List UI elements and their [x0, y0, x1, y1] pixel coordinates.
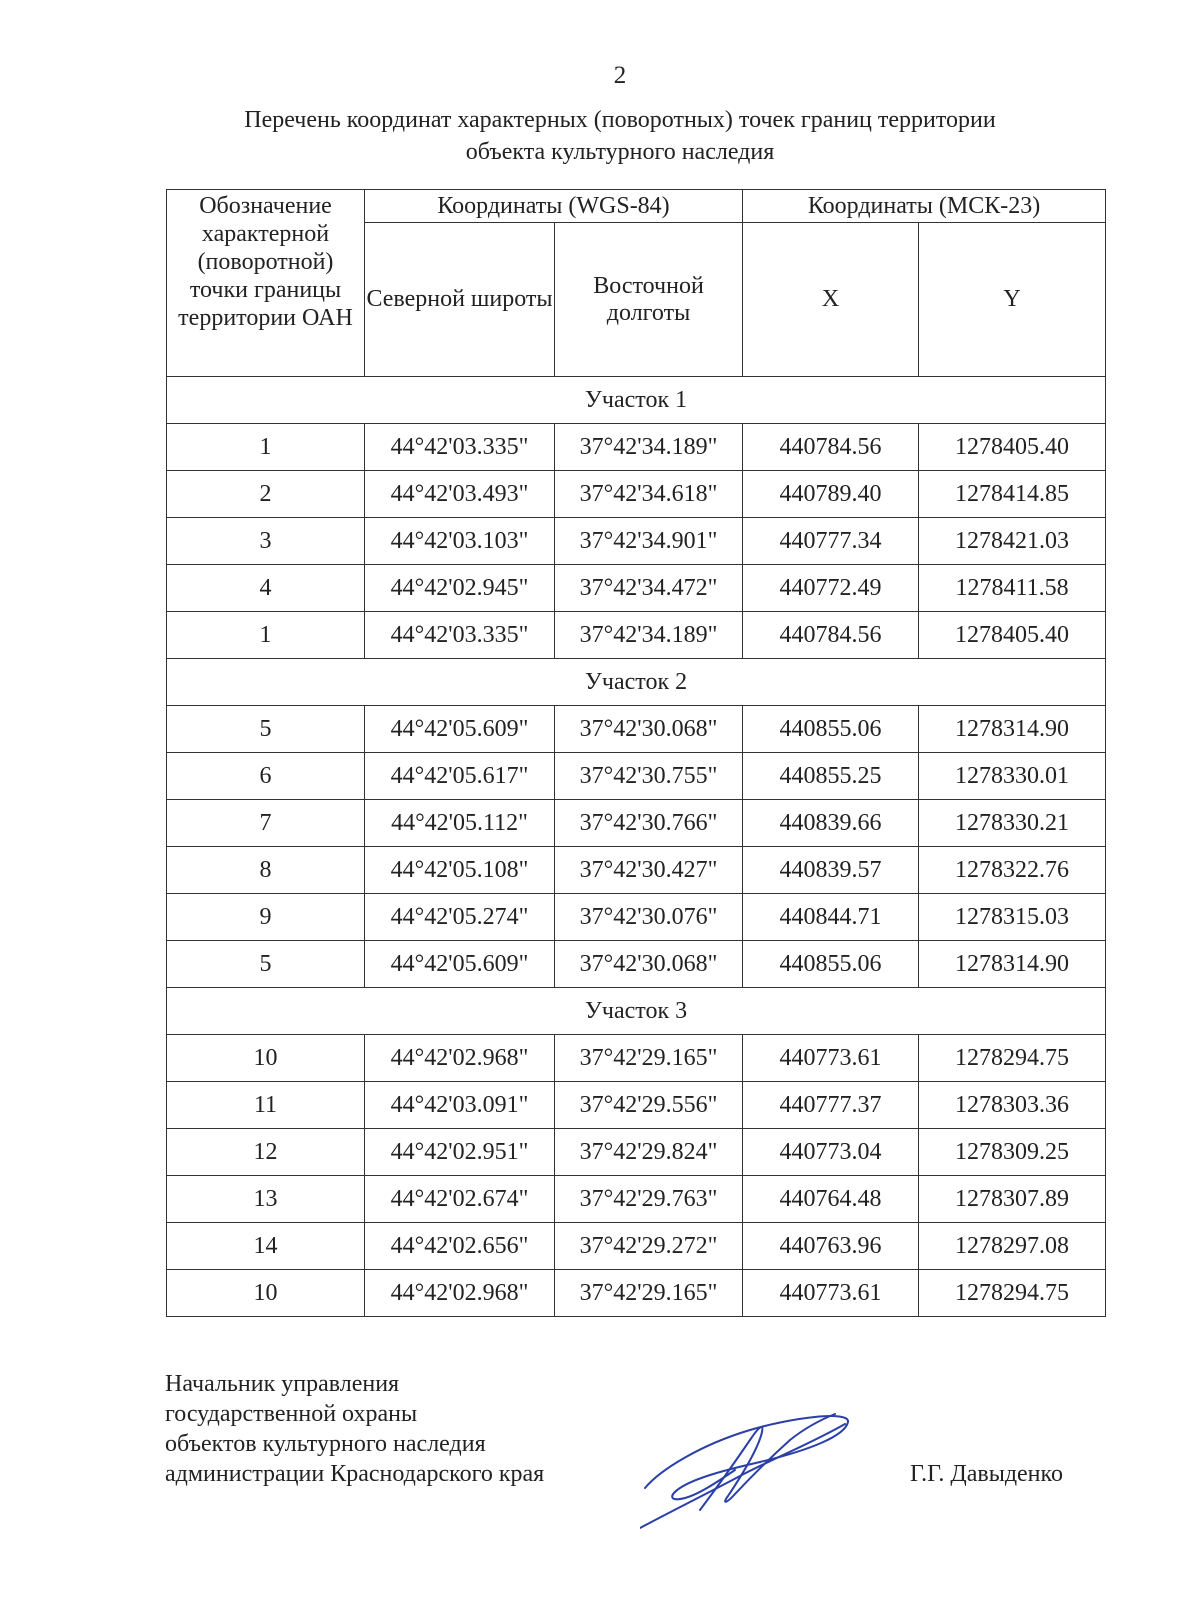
x-cell: 440784.56: [743, 612, 919, 659]
position-line: объектов культурного наследия: [165, 1431, 486, 1457]
latitude-cell: 44°42'03.091": [365, 1082, 555, 1129]
point-number-cell: 11: [167, 1082, 365, 1129]
longitude-cell: 37°42'29.165": [555, 1270, 743, 1317]
x-cell: 440772.49: [743, 565, 919, 612]
latitude-cell: 44°42'05.609": [365, 941, 555, 988]
y-cell: 1278330.01: [919, 753, 1106, 800]
document-title: [0, 104, 1200, 168]
y-cell: 1278303.36: [919, 1082, 1106, 1129]
latitude-cell: 44°42'02.674": [365, 1176, 555, 1223]
y-cell: 1278315.03: [919, 894, 1106, 941]
x-cell: 440777.34: [743, 518, 919, 565]
table-row: [167, 1223, 1106, 1270]
table-row: [167, 847, 1106, 894]
col-header-point: Обозначение характерной (поворотной) точки границы территории ОАН: [167, 190, 365, 377]
latitude-cell: 44°42'02.945": [365, 565, 555, 612]
point-number-cell: 10: [167, 1270, 365, 1317]
point-number-cell: 1: [167, 612, 365, 659]
y-cell: 1278322.76: [919, 847, 1106, 894]
latitude-cell: 44°42'05.108": [365, 847, 555, 894]
table-row: [167, 424, 1106, 471]
title-line-1: Перечень координат характерных (поворотных) точек границ территории: [244, 107, 996, 133]
handwritten-signature: [640, 1400, 870, 1530]
x-cell: 440789.40: [743, 471, 919, 518]
point-number-cell: 10: [167, 1035, 365, 1082]
x-cell: 440844.71: [743, 894, 919, 941]
section-row: [167, 377, 1106, 424]
x-cell: 440839.57: [743, 847, 919, 894]
table-row: [167, 1035, 1106, 1082]
point-number-cell: 8: [167, 847, 365, 894]
y-cell: 1278314.90: [919, 941, 1106, 988]
y-cell: 1278309.25: [919, 1129, 1106, 1176]
latitude-cell: 44°42'02.656": [365, 1223, 555, 1270]
section-label: Участок 3: [167, 988, 1106, 1035]
latitude-cell: 44°42'05.112": [365, 800, 555, 847]
table-row: [167, 941, 1106, 988]
latitude-cell: 44°42'05.274": [365, 894, 555, 941]
table-row: [167, 800, 1106, 847]
col-group-msk23: Координаты (МСК-23): [743, 190, 1106, 223]
longitude-cell: 37°42'30.068": [555, 941, 743, 988]
y-cell: 1278421.03: [919, 518, 1106, 565]
table-row: [167, 518, 1106, 565]
longitude-cell: 37°42'30.427": [555, 847, 743, 894]
y-cell: 1278307.89: [919, 1176, 1106, 1223]
y-cell: 1278405.40: [919, 424, 1106, 471]
table-row: [167, 1270, 1106, 1317]
section-row: [167, 988, 1106, 1035]
page-number: 2: [613, 62, 627, 89]
point-number-cell: 13: [167, 1176, 365, 1223]
point-number-cell: 6: [167, 753, 365, 800]
latitude-cell: 44°42'02.968": [365, 1035, 555, 1082]
point-number-cell: 12: [167, 1129, 365, 1176]
x-cell: 440773.61: [743, 1270, 919, 1317]
col-header-longitude: Восточной долготы: [555, 223, 743, 377]
longitude-cell: 37°42'30.068": [555, 706, 743, 753]
longitude-cell: 37°42'34.189": [555, 424, 743, 471]
table-body: [167, 377, 1106, 1317]
table-row: [167, 1176, 1106, 1223]
x-cell: 440855.25: [743, 753, 919, 800]
x-cell: 440773.61: [743, 1035, 919, 1082]
table-row: [167, 753, 1106, 800]
latitude-cell: 44°42'05.617": [365, 753, 555, 800]
point-number-cell: 14: [167, 1223, 365, 1270]
latitude-cell: 44°42'05.609": [365, 706, 555, 753]
signatory-position: [165, 1369, 544, 1489]
title-line-2: объекта культурного наследия: [465, 139, 775, 165]
table-header-row: [167, 190, 1106, 223]
x-cell: 440839.66: [743, 800, 919, 847]
section-label: Участок 2: [167, 659, 1106, 706]
point-number-cell: 3: [167, 518, 365, 565]
x-cell: 440855.06: [743, 706, 919, 753]
table-row: [167, 706, 1106, 753]
section-label: Участок 1: [167, 377, 1106, 424]
y-cell: 1278297.08: [919, 1223, 1106, 1270]
longitude-cell: 37°42'30.766": [555, 800, 743, 847]
position-line: Начальник управления: [165, 1371, 400, 1397]
col-header-x: X: [743, 223, 919, 377]
x-cell: 440777.37: [743, 1082, 919, 1129]
latitude-cell: 44°42'02.968": [365, 1270, 555, 1317]
latitude-cell: 44°42'03.493": [365, 471, 555, 518]
longitude-cell: 37°42'34.472": [555, 565, 743, 612]
longitude-cell: 37°42'29.763": [555, 1176, 743, 1223]
y-cell: 1278294.75: [919, 1035, 1106, 1082]
position-line: администрации Краснодарского края: [165, 1461, 545, 1487]
table-row: [167, 471, 1106, 518]
y-cell: 1278294.75: [919, 1270, 1106, 1317]
longitude-cell: 37°42'34.189": [555, 612, 743, 659]
coordinates-table: [166, 189, 1106, 1317]
latitude-cell: 44°42'03.103": [365, 518, 555, 565]
position-line: государственной охраны: [165, 1401, 418, 1427]
longitude-cell: 37°42'34.618": [555, 471, 743, 518]
col-header-latitude: Северной широты: [365, 223, 555, 377]
x-cell: 440764.48: [743, 1176, 919, 1223]
longitude-cell: 37°42'29.165": [555, 1035, 743, 1082]
longitude-cell: 37°42'29.556": [555, 1082, 743, 1129]
x-cell: 440784.56: [743, 424, 919, 471]
table-row: [167, 1129, 1106, 1176]
col-header-y: Y: [919, 223, 1106, 377]
latitude-cell: 44°42'03.335": [365, 424, 555, 471]
x-cell: 440855.06: [743, 941, 919, 988]
y-cell: 1278330.21: [919, 800, 1106, 847]
longitude-cell: 37°42'30.755": [555, 753, 743, 800]
point-number-cell: 5: [167, 706, 365, 753]
table-row: [167, 1082, 1106, 1129]
y-cell: 1278411.58: [919, 565, 1106, 612]
signatory-name: Г.Г. Давыденко: [910, 1461, 1063, 1487]
longitude-cell: 37°42'29.824": [555, 1129, 743, 1176]
section-row: [167, 659, 1106, 706]
latitude-cell: 44°42'02.951": [365, 1129, 555, 1176]
point-number-cell: 2: [167, 471, 365, 518]
x-cell: 440773.04: [743, 1129, 919, 1176]
col-group-wgs84: Координаты (WGS-84): [365, 190, 743, 223]
point-number-cell: 9: [167, 894, 365, 941]
table-row: [167, 894, 1106, 941]
table-row: [167, 612, 1106, 659]
point-number-cell: 1: [167, 424, 365, 471]
latitude-cell: 44°42'03.335": [365, 612, 555, 659]
table-row: [167, 565, 1106, 612]
point-number-cell: 5: [167, 941, 365, 988]
y-cell: 1278414.85: [919, 471, 1106, 518]
x-cell: 440763.96: [743, 1223, 919, 1270]
longitude-cell: 37°42'29.272": [555, 1223, 743, 1270]
longitude-cell: 37°42'30.076": [555, 894, 743, 941]
longitude-cell: 37°42'34.901": [555, 518, 743, 565]
point-number-cell: 7: [167, 800, 365, 847]
point-number-cell: 4: [167, 565, 365, 612]
y-cell: 1278405.40: [919, 612, 1106, 659]
y-cell: 1278314.90: [919, 706, 1106, 753]
